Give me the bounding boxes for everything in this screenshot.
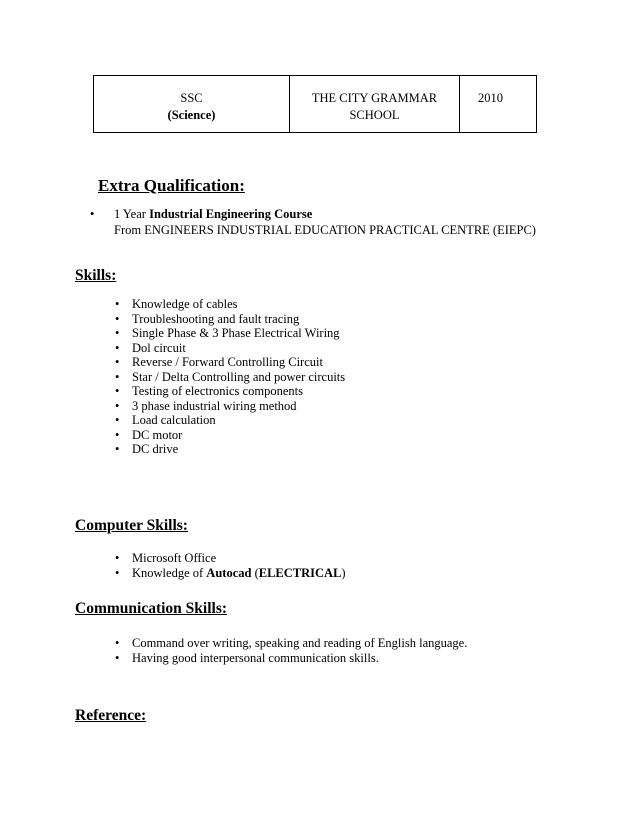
communication-skill-text: Having good interpersonal communication skills. <box>132 650 379 665</box>
text-fragment: ( <box>251 565 259 580</box>
bullet: • <box>115 384 120 398</box>
bullet: • <box>115 650 120 665</box>
education-table <box>93 75 537 133</box>
communication-skills-heading: Communication Skills: <box>75 600 228 617</box>
bullet: • <box>115 636 120 650</box>
list-item <box>115 442 345 457</box>
skill-text: Testing of electronics components <box>132 384 303 398</box>
bullet: • <box>90 207 95 221</box>
list-item <box>115 370 345 385</box>
autocad-label: Autocad <box>206 565 252 580</box>
communication-skills-list <box>115 636 467 665</box>
table-row <box>94 76 537 133</box>
year-cell <box>460 76 537 133</box>
bullet: • <box>115 326 120 340</box>
list-item <box>115 341 345 356</box>
institution-line1: THE CITY GRAMMAR <box>311 91 438 105</box>
extra-qualification-block <box>90 206 536 238</box>
institution-cell <box>290 76 460 133</box>
reference-heading: Reference: <box>75 707 147 724</box>
skills-list <box>115 297 345 457</box>
bullet: • <box>115 297 120 311</box>
list-item <box>115 399 345 414</box>
skill-text: DC drive <box>132 442 179 456</box>
bullet: • <box>115 398 120 413</box>
computer-skills-heading: Computer Skills: <box>75 517 188 534</box>
degree-cell <box>94 76 290 133</box>
list-item <box>115 355 345 370</box>
skill-text: Load calculation <box>132 413 216 427</box>
bullet: • <box>115 311 120 326</box>
bullet: • <box>115 413 120 427</box>
list-item <box>115 566 346 581</box>
degree: SSC <box>180 91 203 105</box>
list-item <box>115 297 345 312</box>
list-item <box>115 312 345 327</box>
skill-text: Reverse / Forward Controlling Circuit <box>132 355 323 369</box>
list-item <box>115 428 345 443</box>
bullet: • <box>115 565 120 580</box>
list-item <box>90 206 536 222</box>
computer-skill-text <box>132 566 346 581</box>
course-text <box>114 206 312 222</box>
list-item <box>115 413 345 428</box>
stream: (Science) <box>167 108 216 122</box>
skill-text: Star / Delta Controlling and power circuits <box>132 369 346 384</box>
skill-text: Knowledge of cables <box>132 297 238 311</box>
list-item <box>115 651 467 666</box>
bullet: • <box>115 427 120 442</box>
skill-text: Dol circuit <box>132 340 186 355</box>
bullet: • <box>115 551 120 565</box>
skill-text: 3 phase industrial wiring method <box>132 398 297 413</box>
institution-line2: SCHOOL <box>349 108 400 122</box>
course-institute: From ENGINEERS INDUSTRIAL EDUCATION PRACTICAL CENTRE (EIEPC) <box>114 223 536 237</box>
bullet: • <box>115 340 120 355</box>
list-item <box>115 551 346 566</box>
course-prefix: 1 Year <box>114 207 150 221</box>
list-item <box>115 384 345 399</box>
text-fragment: ) <box>341 565 346 580</box>
skill-text: Single Phase & 3 Phase Electrical Wiring <box>132 326 340 340</box>
bullet: • <box>115 355 120 369</box>
skill-text: Troubleshooting and fault tracing <box>132 311 300 326</box>
skill-text: DC motor <box>132 427 183 442</box>
computer-skill-text: Microsoft Office <box>132 551 217 565</box>
list-item <box>115 636 467 651</box>
skills-heading: Skills: <box>75 267 117 284</box>
list-item <box>115 326 345 341</box>
bullet: • <box>115 442 120 456</box>
bullet: • <box>115 369 120 384</box>
communication-skill-text: Command over writing, speaking and reading of English language. <box>132 636 468 650</box>
computer-skills-list <box>115 551 346 580</box>
extra-qualification-heading: Extra Qualification: <box>98 176 245 195</box>
course-name: Industrial Engineering Course <box>149 207 313 221</box>
year: 2010 <box>478 91 503 105</box>
text-fragment: Knowledge of <box>132 565 207 580</box>
electrical-label: ELECTRICAL <box>258 565 342 580</box>
